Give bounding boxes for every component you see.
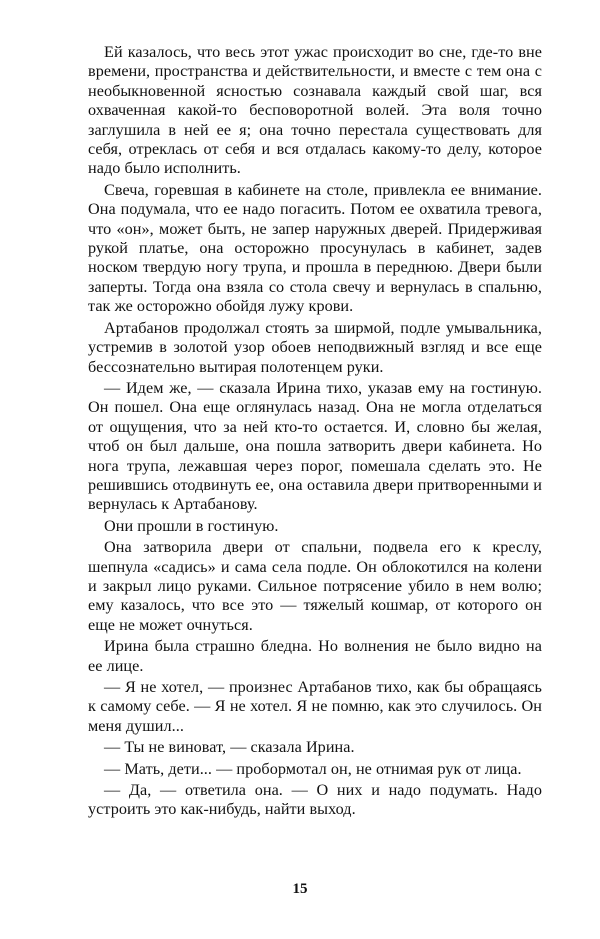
- paragraph-2: Свеча, горевшая в кабинете на столе, привлекла ее внимание. Она подумала, что ее надо погасить. Потом ее охватила тревога, что «он», может быть, не запер наружных дверей. Придерживая рукой платье, она осторожно просунулась в кабинет, задев носком твердую ногу трупа, и прошла в переднюю. Двери были заперты. Тогда она взяла со стола свечу и вернулась в спальню, так же осторожно обойдя лужу крови.: [88, 180, 542, 316]
- paragraph-6: Она затворила двери от спальни, подвела его к креслу, шепнула «садись» и сама села подле. Он облокотился на колени и закрыл лицо руками. Сильное потрясение убило в нем волю; ему казалось, что все это — тяжелый кошмар, от которого он еще не может очнуться.: [88, 538, 542, 634]
- paragraph-5: Они прошли в гостиную.: [104, 516, 279, 535]
- paragraph-7: Ирина была страшно бледна. Но волнения не было видно на ее лице.: [88, 637, 542, 675]
- body-text: [88, 43, 542, 820]
- paragraph-9: — Ты не виноват, — сказала Ирина.: [104, 738, 355, 757]
- page-number: 15: [292, 881, 308, 897]
- paragraph-3: Артабанов продолжал стоять за ширмой, подле умывальника, устремив в золотой узор обоев неподвижный взгляд и все еще бессознательно вытирая полотенцем руки.: [88, 318, 542, 376]
- paragraph-1: Ей казалось, что весь этот ужас происходит во сне, где-то вне времени, пространства и действительности, и вместе с тем она с необыкновенной ясностью сознавала каждый свой шаг, вся охваченная какой-то бесповоротной волей. Эта воля точно заглушила в ней ее я; она точно перестала существовать для себя, отреклась от себя и вся отдалась какому-то делу, которое надо было исполнить.: [88, 43, 542, 178]
- paragraph-4: — Идем же, — сказала Ирина тихо, указав ему на гостиную. Он пошел. Она еще оглянулась назад. Она не могла отделаться от ощущения, что за ней кто-то остается. И, словно бы желая, чтоб он был дальше, она пошла затворить двери кабинета. Но нога трупа, лежавшая через порог, помешала сделать это. Не решившись отодвинуть ее, она оставила двери притворенными и вернулась к Артабанову.: [88, 378, 542, 514]
- paragraph-10: — Мать, дети... — пробормотал он, не отнимая рук от лица.: [104, 759, 522, 778]
- paragraph-11: — Да, — ответила она. — О них и надо подумать. Надо устроить это как-нибудь, найти выход.: [88, 781, 542, 819]
- paragraph-8: — Я не хотел, — произнес Артабанов тихо, как бы обращаясь к самому себе. — Я не хотел. Я не помню, как это случилось. Он меня душил...: [88, 678, 542, 735]
